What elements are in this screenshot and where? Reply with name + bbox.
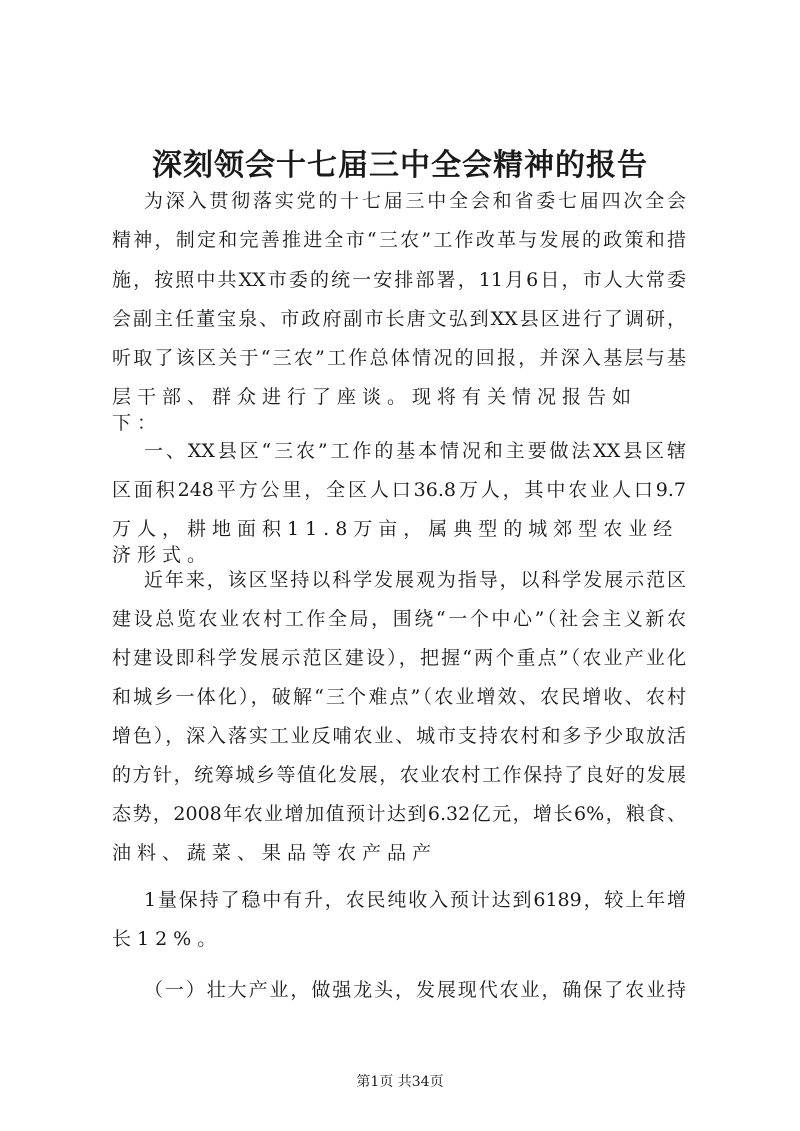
- text-line: 区面积248平方公里，全区人口36.8万人，其中农业人口9.7: [112, 479, 686, 501]
- text-line: 1量保持了稳中有升，农民纯收入预计达到6189，较上年增: [144, 889, 686, 911]
- text-line: （一）壮大产业，做强龙头，发展现代农业，确保了农业持: [144, 979, 686, 1001]
- text-line: 层干部、群众进行了座谈。现将有关情况报告如下：: [112, 386, 638, 434]
- text-line: 态势，2008年农业增加值预计达到6.32亿元，增长6%，粮食、: [112, 803, 686, 825]
- text-line: 听取了该区关于“三农”工作总体情况的回报，并深入基层与基: [112, 347, 686, 369]
- document-title: 深刻领会十七届三中全会精神的报告: [152, 148, 648, 183]
- text-line: 增色），深入落实工业反哺农业、城市支持农村和多予少取放活: [112, 725, 686, 747]
- text-line: 会副主任董宝泉、市政府副市长唐文弘到XX县区进行了调研，: [112, 308, 686, 330]
- text-line: 的方针，统筹城乡等值化发展，农业农村工作保持了良好的发展: [112, 764, 686, 786]
- text-line: 为深入贯彻落实党的十七届三中全会和省委七届四次全会: [144, 190, 686, 212]
- text-line: 精神，制定和完善推进全市“三农”工作改革与发展的政策和措: [112, 229, 686, 251]
- text-line: 村建设即科学发展示范区建设），把握“两个重点”（农业产业化: [112, 647, 686, 669]
- text-line: 近年来，该区坚持以科学发展观为指导，以科学发展示范区: [144, 569, 686, 591]
- text-line: 油料、蔬菜、果品等农产品产: [112, 842, 438, 864]
- text-line: 建设总览农业农村工作全局，围绕“一个中心”（社会主义新农: [112, 608, 686, 630]
- page-footer: 第1页 共34页: [356, 1074, 444, 1090]
- text-line: 施，按照中共XX市委的统一安排部署，11月6日，市人大常委: [112, 269, 686, 291]
- text-line: 长12%。: [112, 928, 223, 950]
- text-line: 和城乡一体化），破解“三个难点”（农业增效、农民增收、农村: [112, 686, 686, 708]
- text-line: 万人，耕地面积11.8万亩，属典型的城郊型农业经济形式。: [112, 518, 679, 566]
- text-line: 一、XX县区“三农”工作的基本情况和主要做法XX县区辖: [144, 440, 686, 462]
